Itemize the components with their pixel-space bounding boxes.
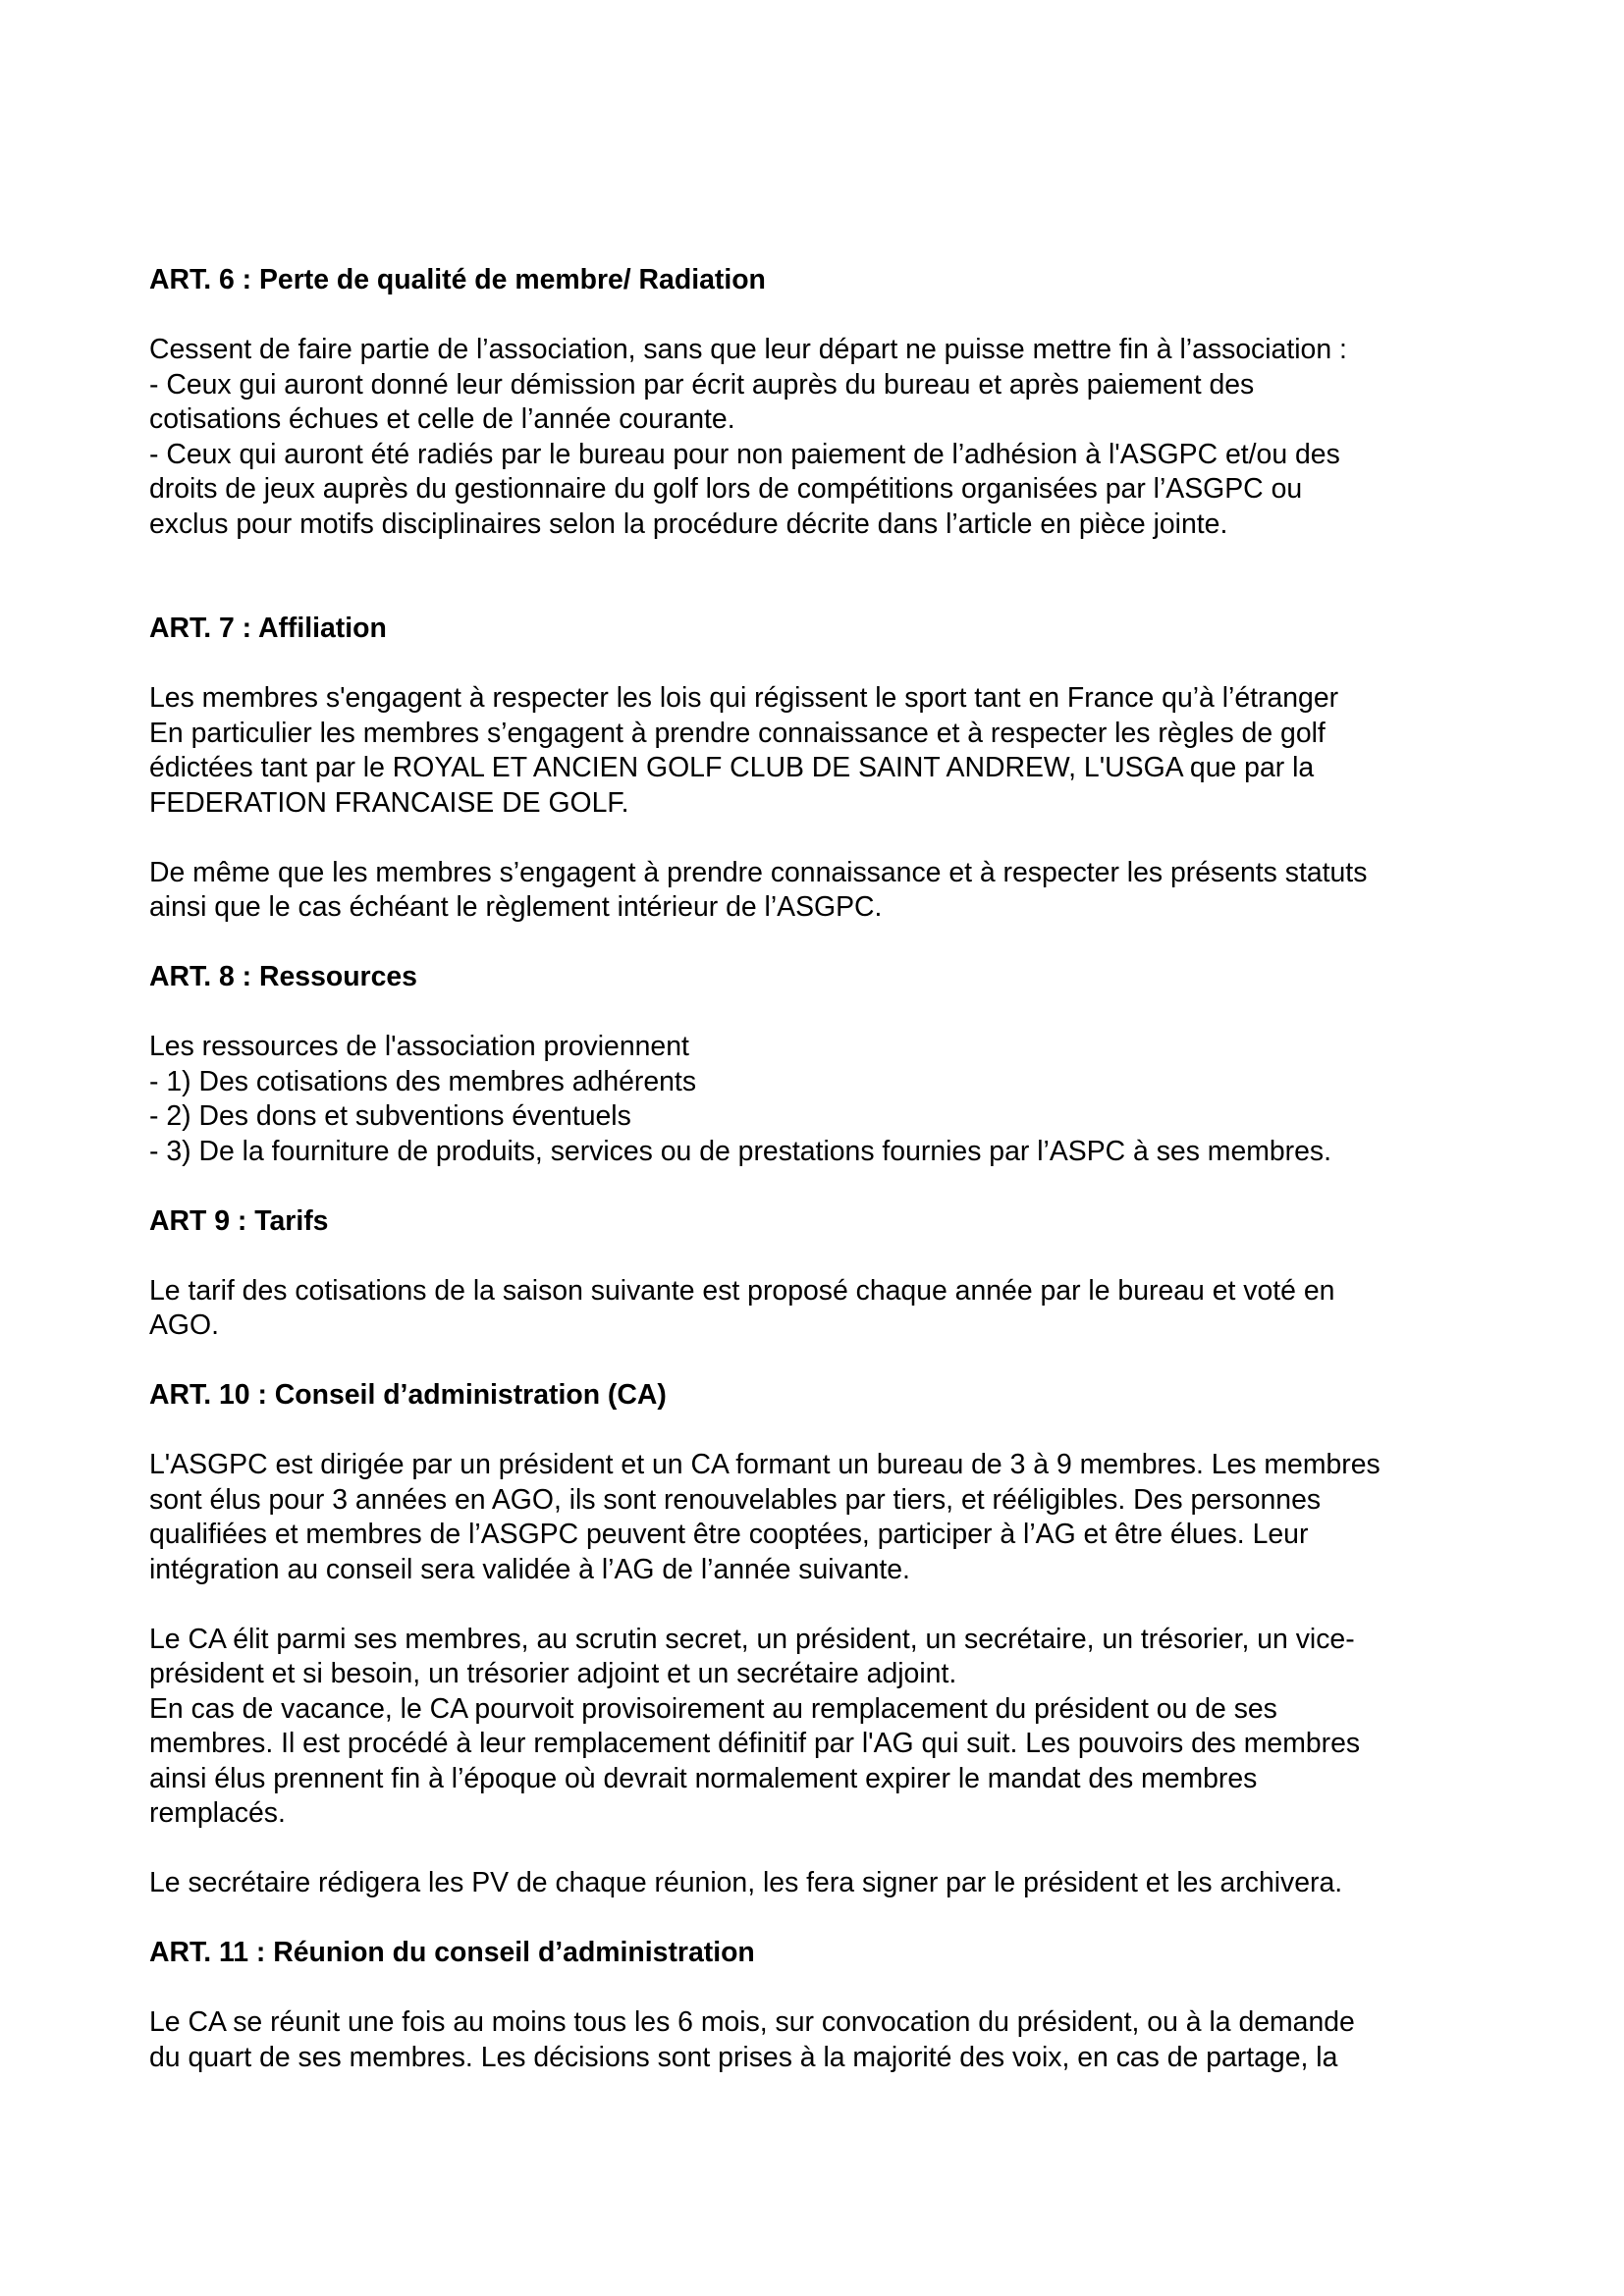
art9-line: Le tarif des cotisations de la saison suivante est proposé chaque année par le bureau et voté en bbox=[149, 1274, 1335, 1307]
spacer bbox=[149, 1587, 1514, 1623]
spacer bbox=[149, 1901, 1514, 1937]
art6-line: - Ceux qui auront été radiés par le bureau pour non paiement de l’adhésion à l'ASGPC et/ou des bbox=[149, 438, 1340, 470]
spacer bbox=[149, 1832, 1514, 1867]
spacer bbox=[149, 647, 1514, 682]
spacer bbox=[149, 926, 1514, 961]
art6-line: cotisations échues et celle de l’année courante. bbox=[149, 403, 735, 435]
art7-line: En particulier les membres s’engagent à prendre connaissance et à respecter les règles de golf bbox=[149, 717, 1326, 749]
spacer bbox=[149, 1169, 1514, 1204]
art10-line: En cas de vacance, le CA pourvoit provisoirement au remplacement du président ou de ses bbox=[149, 1692, 1277, 1725]
art6-line: droits de jeux auprès du gestionnaire du golf lors de compétitions organisées par l’ASGPC ou bbox=[149, 473, 1303, 505]
art6-line: - Ceux gui auront donné leur démission par écrit auprès du bureau et après paiement des bbox=[149, 368, 1255, 400]
document-body bbox=[149, 263, 1514, 2075]
art10-line: Le secrétaire rédigera les PV de chaque réunion, les fera signer par le président et les archivera. bbox=[149, 1867, 1343, 1898]
art7-line: édictées tant par le ROYAL ET ANCIEN GOLF CLUB DE SAINT ANDREW, L'USGA que par la bbox=[149, 752, 1315, 783]
art10-line: membres. Il est procédé à leur remplacement définitif par l'AG qui suit. Les pouvoirs des membres bbox=[149, 1728, 1361, 1759]
spacer bbox=[149, 1414, 1514, 1449]
art6-heading: ART. 6 : Perte de qualité de membre/ Radiation bbox=[149, 264, 766, 295]
art7-line: ainsi que le cas échéant le règlement intérieur de l’ASGPC. bbox=[149, 891, 883, 923]
art6-line: exclus pour motifs disciplinaires selon la procédure décrite dans l’article en pièce jointe. bbox=[149, 507, 1228, 540]
art10-line: qualifiées et membres de l’ASGPC peuvent être cooptées, participer à l’AG et être élues. Leur bbox=[149, 1519, 1309, 1550]
art8-line: - 3) De la fourniture de produits, services ou de prestations fournies par l’ASPC à ses membres. bbox=[149, 1135, 1331, 1167]
art7-line: Les membres s'engagent à respecter les lois qui régissent le sport tant en France qu’à l’étranger bbox=[149, 682, 1339, 714]
art10-line: Le CA élit parmi ses membres, au scrutin secret, un président, un secrétaire, un trésorier, un vice- bbox=[149, 1623, 1355, 1655]
art8-line: - 2) Des dons et subventions éventuels bbox=[149, 1100, 631, 1132]
art11-line: du quart de ses membres. Les décisions sont prises à la majorité des voix, en cas de partage, la bbox=[149, 2041, 1338, 2073]
spacer bbox=[149, 995, 1514, 1031]
art6-line: Cessent de faire partie de l’association, sans que leur départ ne puisse mettre fin à l’association : bbox=[149, 334, 1347, 365]
spacer bbox=[149, 542, 1514, 612]
art9-heading: ART 9 : Tarifs bbox=[149, 1204, 329, 1237]
art10-line: ainsi élus prennent fin à l’époque où devrait normalement expirer le mandat des membres bbox=[149, 1762, 1258, 1794]
spacer bbox=[149, 821, 1514, 856]
art8-line: Les ressources de l'association proviennent bbox=[149, 1031, 689, 1062]
art10-line: L'ASGPC est dirigée par un président et un CA formant un bureau de 3 à 9 membres. Les membres bbox=[149, 1449, 1380, 1480]
art10-heading: ART. 10 : Conseil d’administration (CA) bbox=[149, 1379, 667, 1411]
art10-line: remplacés. bbox=[149, 1797, 286, 1829]
art10-line: intégration au conseil sera validée à l’AG de l’année suivante. bbox=[149, 1553, 910, 1585]
spacer bbox=[149, 1971, 1514, 2006]
art8-line: - 1) Des cotisations des membres adhérents bbox=[149, 1065, 697, 1097]
art8-heading: ART. 8 : Ressources bbox=[149, 961, 417, 992]
art7-heading: ART. 7 : Affiliation bbox=[149, 613, 387, 644]
art9-line: AGO. bbox=[149, 1309, 219, 1341]
art11-line: Le CA se réunit une fois au moins tous les 6 mois, sur convocation du président, ou à la demande bbox=[149, 2006, 1355, 2038]
art7-line: FEDERATION FRANCAISE DE GOLF. bbox=[149, 786, 629, 819]
art7-line: De même que les membres s’engagent à prendre connaissance et à respecter les présents statuts bbox=[149, 856, 1368, 888]
art10-line: sont élus pour 3 années en AGO, ils sont renouvelables par tiers, et rééligibles. Des personnes bbox=[149, 1483, 1322, 1516]
spacer bbox=[149, 298, 1514, 334]
art11-heading: ART. 11 : Réunion du conseil d’administration bbox=[149, 1937, 755, 1968]
art10-line: président et si besoin, un trésorier adjoint et un secrétaire adjoint. bbox=[149, 1658, 957, 1689]
spacer bbox=[149, 1344, 1514, 1379]
spacer bbox=[149, 1239, 1514, 1274]
